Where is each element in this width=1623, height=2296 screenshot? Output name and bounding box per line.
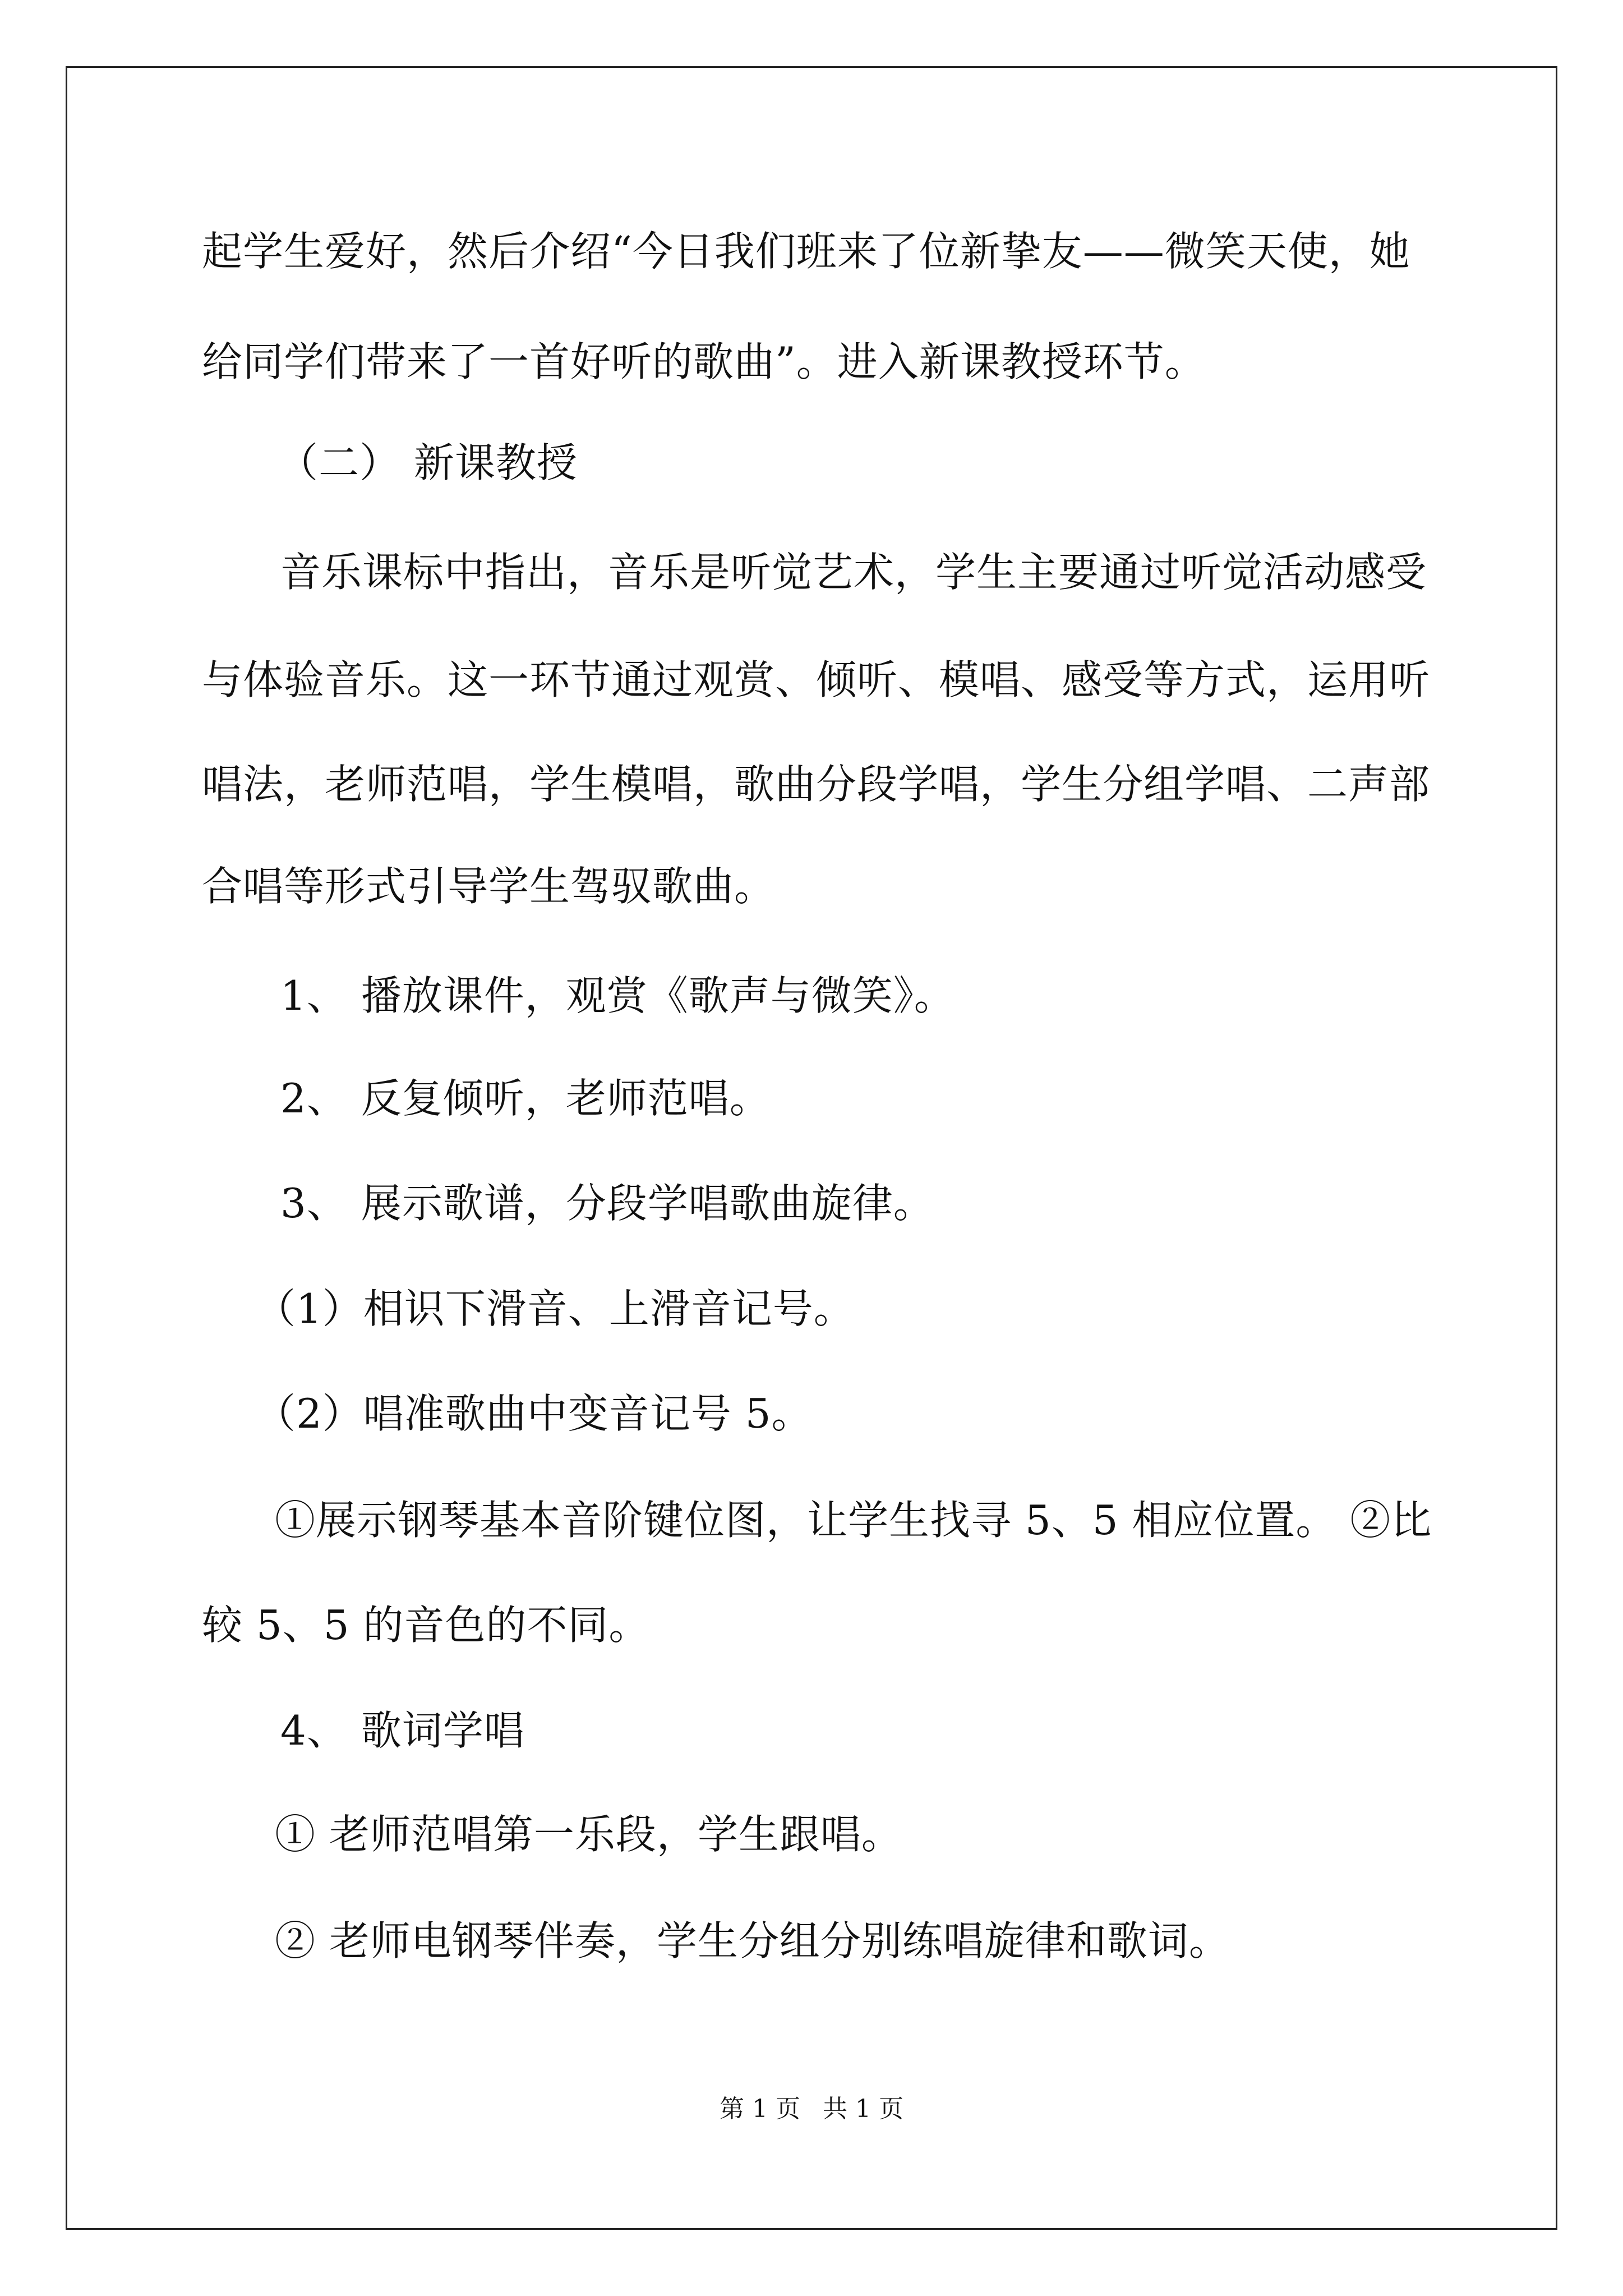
sub-item-circled-1: ① 老师范唱第一乐段，学生跟唱。 <box>275 1811 902 1858</box>
list-item-2: 2、 反复倾听，老师范唱。 <box>280 1075 771 1122</box>
text-line-13: ①展示钢琴基本音阶键位图，让学生找寻 5、5 相应位置。 ②比 <box>275 1497 1432 1544</box>
page-number: 第 1 页 <box>720 2095 800 2123</box>
page-total: 共 1 页 <box>823 2095 903 2123</box>
sub-item-2: （2）唱准歌曲中变音记号 5。 <box>255 1390 813 1437</box>
list-item-3: 3、 展示歌谱，分段学唱歌曲旋律。 <box>280 1180 934 1227</box>
text-line-6: 唱法，老师范唱，学生模唱，歌曲分段学唱，学生分组学唱、二声部 <box>202 761 1431 808</box>
list-item-4: 4、 歌词学唱 <box>280 1707 525 1754</box>
list-item-1: 1、 播放课件，观赏《歌声与微笑》。 <box>280 972 955 1019</box>
sub-item-1: （1）相识下滑音、上滑音记号。 <box>255 1285 855 1332</box>
sub-item-circled-2: ② 老师电钢琴伴奏，学生分组分别练唱旋律和歌词。 <box>275 1917 1230 1964</box>
text-line-1: 起学生爱好，然后介绍“今日我们班来了位新挚友——微笑天使，她 <box>202 228 1410 275</box>
text-line-4: 音乐课标中指出，音乐是听觉艺术，学生主要通过听觉活动感受 <box>280 549 1427 596</box>
section-heading: （二） 新课教授 <box>278 439 578 486</box>
text-line-2: 给同学们带来了一首好听的歌曲”。进入新课教授环节。 <box>202 338 1206 385</box>
page-footer <box>0 2092 1623 2126</box>
page-border <box>66 66 1557 2230</box>
text-line-5: 与体验音乐。这一环节通过观赏、倾听、模唱、感受等方式，运用听 <box>202 656 1431 703</box>
text-line-7: 合唱等形式引导学生驾驭歌曲。 <box>202 863 776 910</box>
text-line-14: 较 5、5 的音色的不同。 <box>202 1602 650 1649</box>
